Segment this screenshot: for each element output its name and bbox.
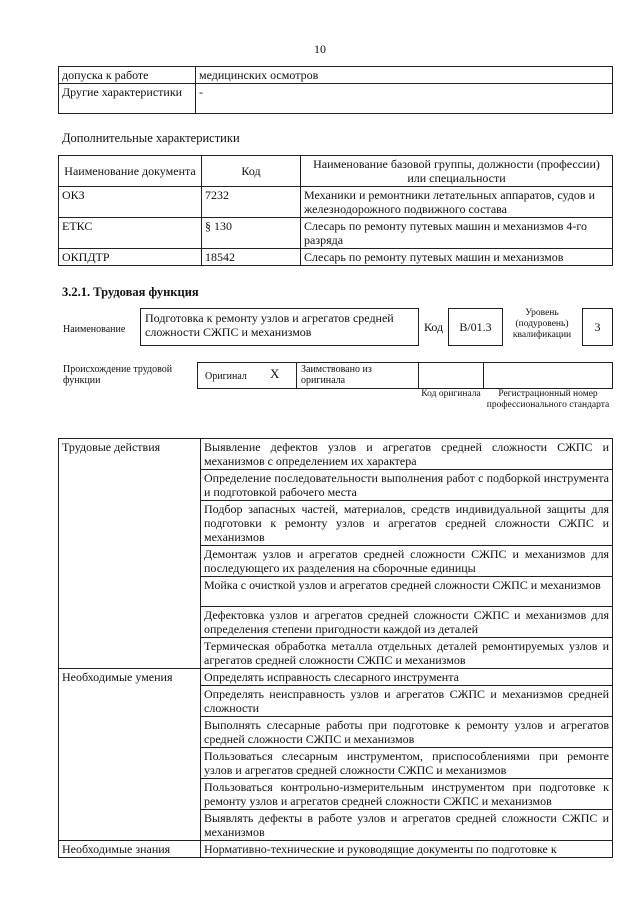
table-row <box>59 67 613 84</box>
skill-item: Выполнять слесарные работы при подготовке к ремонту узлов и агрегатов средней сложности СЖПС и механизмов <box>201 717 613 748</box>
header-name: Наименование базовой группы, должности (профессии) или специальности <box>301 156 613 187</box>
skill-item: Определять исправность слесарного инструмента <box>201 669 613 686</box>
cell-code: 18542 <box>202 249 301 266</box>
origin-original-label: Оригинал <box>205 371 247 382</box>
action-item: Подбор запасных частей, материалов, средств индивидуальной защиты для подготовки к ремонту узлов и агрегатов средней сложности СЖПС и механизмов <box>201 501 613 546</box>
origin-code-box <box>418 362 484 389</box>
origin-reg-caption: Регистрационный номер профессионального стандарта <box>486 389 610 410</box>
section-label-actions: Трудовые действия <box>59 439 201 669</box>
cell-doc: ОКЗ <box>59 187 202 218</box>
cell-name: Слесарь по ремонту путевых машин и механизмов <box>301 249 613 266</box>
cell-doc: ОКПДТР <box>59 249 202 266</box>
table-row <box>59 187 613 218</box>
action-item: Демонтаж узлов и агрегатов средней сложности СЖПС и механизмов для последующего их разделения на сборочные единицы <box>201 546 613 577</box>
table-row <box>59 669 613 686</box>
action-item: Определение последовательности выполнения работ с подборкой инструмента и подготовкой рабочего места <box>201 470 613 501</box>
knowledge-item: Нормативно-технические и руководящие документы по подготовке к <box>201 841 613 858</box>
origin-label: Происхождение трудовой функции <box>63 364 173 386</box>
origin-borrowed-box: Заимствовано из оригинала <box>296 362 419 389</box>
skill-item: Пользоваться слесарным инструментом, приспособлениями при ремонте узлов и агрегатов средней сложности СЖПС и механизмов <box>201 748 613 779</box>
level-label: Уровень (подуровень) квалификации <box>512 308 572 340</box>
row-value: - <box>196 84 613 114</box>
top-table <box>58 66 613 114</box>
page-number: 10 <box>314 42 326 56</box>
origin-code-caption: Код оригинала <box>421 389 481 399</box>
action-item: Мойка с очисткой узлов и агрегатов средней сложности СЖПС и механизмов <box>201 577 613 607</box>
section-label-knowledge: Необходимые знания <box>59 841 201 858</box>
function-name-label: Наименование <box>63 324 126 335</box>
cell-doc: ЕТКС <box>59 218 202 249</box>
table-row <box>59 249 613 266</box>
row-value: медицинских осмотров <box>196 67 613 84</box>
cell-name: Механики и ремонтники летательных аппаратов, судов и железнодорожного подвижного состава <box>301 187 613 218</box>
table-row <box>59 439 613 470</box>
origin-original-mark: X <box>270 366 280 381</box>
table-row <box>59 218 613 249</box>
skill-item: Выявлять дефекты в работе узлов и агрегатов средней сложности СЖПС и механизмов <box>201 810 613 841</box>
code-value: B/01.3 <box>448 308 503 346</box>
skill-item: Пользоваться контрольно-измерительным инструментом при подготовке к ремонту узлов и агрегатов средней сложности СЖПС и механизмов <box>201 779 613 810</box>
skill-item: Определять неисправность узлов и агрегатов СЖПС и механизмов средней сложности <box>201 686 613 717</box>
additional-table <box>58 155 613 266</box>
cell-code: § 130 <box>202 218 301 249</box>
table-row <box>59 841 613 858</box>
cell-code: 7232 <box>202 187 301 218</box>
origin-original-box <box>197 362 297 389</box>
main-table <box>58 438 613 858</box>
additional-title: Дополнительные характеристики <box>62 131 240 145</box>
table-header-row <box>59 156 613 187</box>
origin-reg-box <box>483 362 613 389</box>
function-name-value: Подготовка к ремонту узлов и агрегатов средней сложности СЖПС и механизмов <box>140 308 419 346</box>
row-label: Другие характеристики <box>59 84 196 114</box>
action-item: Выявление дефектов узлов и агрегатов средней сложности СЖПС и механизмов с определением их характера <box>201 439 613 470</box>
header-code: Код <box>202 156 301 187</box>
cell-name: Слесарь по ремонту путевых машин и механизмов 4-го разряда <box>301 218 613 249</box>
section-label-skills: Необходимые умения <box>59 669 201 841</box>
code-label: Код <box>424 320 444 334</box>
table-row <box>59 84 613 114</box>
header-document: Наименование документа <box>59 156 202 187</box>
action-item: Дефектовка узлов и агрегатов средней сложности СЖПС и механизмов для определения степени пригодности каждой из деталей <box>201 607 613 638</box>
level-value: 3 <box>582 308 613 346</box>
section-title: 3.2.1. Трудовая функция <box>62 285 199 299</box>
action-item: Термическая обработка металла отдельных деталей ремонтируемых узлов и агрегатов средней сложности СЖПС и механизмов <box>201 638 613 669</box>
row-label: допуска к работе <box>59 67 196 84</box>
